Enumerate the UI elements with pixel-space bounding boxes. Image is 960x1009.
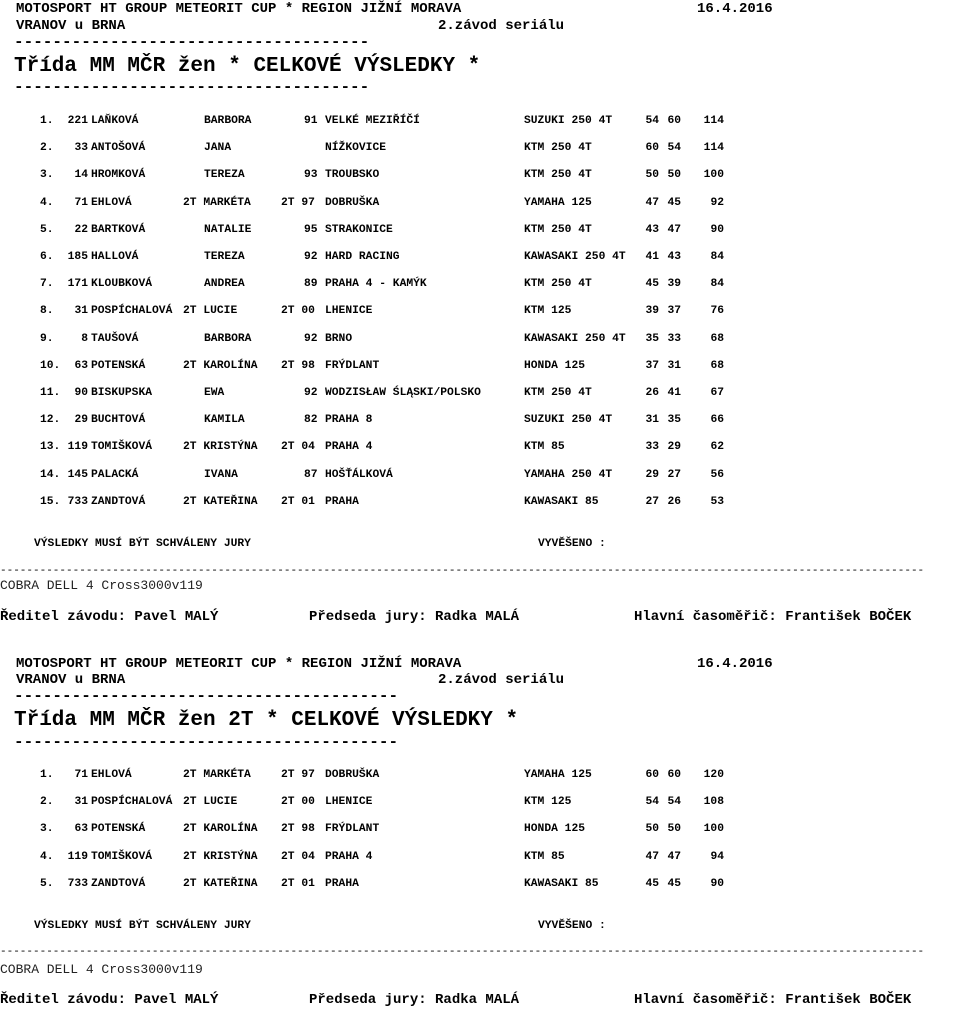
- cell-year: 2T 00: [281, 305, 315, 318]
- cell-club: PRAHA: [325, 877, 359, 890]
- cell-year: 2T 97: [281, 196, 315, 209]
- cell-total: 114: [703, 142, 724, 155]
- cell-name: TEREZA: [204, 251, 245, 263]
- table-row: [0, 360, 960, 374]
- cell-surname: POTENSKÁ: [91, 359, 146, 372]
- cell-r1: 54: [645, 796, 659, 809]
- cell-year: 2T 04: [281, 441, 315, 454]
- cell-year: 2T 01: [281, 877, 315, 890]
- cell-surname: EHLOVÁ: [91, 196, 132, 209]
- cell-r1: 37: [645, 359, 659, 372]
- cell-total: 53: [710, 495, 724, 508]
- cell-club: HARD RACING: [325, 251, 400, 263]
- cell-club: NÍŽKOVICE: [325, 142, 387, 155]
- cell-bike: KTM 85: [524, 441, 565, 454]
- cell-num: 33: [74, 142, 88, 155]
- cell-bike: KAWASAKI 250 4T: [524, 332, 626, 345]
- cell-surname: TOMIŠKOVÁ: [91, 850, 153, 863]
- cell-name: 2T MARKÉTA: [183, 769, 251, 781]
- cell-num: 90: [74, 387, 88, 399]
- timing-system: COBRA DELL 4 Cross3000v119: [0, 578, 203, 593]
- cell-pos: 11.: [40, 387, 61, 399]
- cell-pos: 9.: [40, 332, 54, 345]
- cell-pos: 15.: [40, 495, 61, 508]
- cell-club: PRAHA 4 - KAMÝK: [325, 278, 427, 291]
- cell-num: 119: [67, 441, 88, 454]
- cell-pos: 8.: [40, 305, 54, 318]
- cell-total: 68: [710, 332, 724, 345]
- cell-surname: ZANDTOVÁ: [91, 495, 146, 508]
- cell-pos: 5.: [40, 877, 54, 890]
- cell-club: TROUBSKO: [325, 169, 380, 182]
- cell-num: 733: [67, 877, 88, 890]
- table-row: [0, 414, 960, 428]
- event-title: MOTOSPORT HT GROUP METEORIT CUP * REGION JIŽNÍ MORAVA: [16, 656, 462, 672]
- cell-pos: 5.: [40, 223, 54, 236]
- cell-r2: 43: [667, 251, 681, 263]
- event-round: 2.závod seriálu: [438, 672, 565, 688]
- cell-club: FRÝDLANT: [325, 359, 380, 372]
- cell-r1: 45: [645, 278, 659, 291]
- cell-name: IVANA: [204, 468, 238, 481]
- cell-r1: 60: [645, 769, 659, 781]
- cell-bike: KTM 250 4T: [524, 278, 592, 291]
- table-row: [0, 441, 960, 455]
- cell-num: 733: [67, 495, 88, 508]
- cell-pos: 1.: [40, 115, 54, 127]
- cell-year: 2T 04: [281, 850, 315, 863]
- cell-num: 63: [74, 823, 88, 836]
- table-row: [0, 769, 960, 783]
- cell-total: 84: [710, 251, 724, 263]
- cell-num: 145: [67, 468, 88, 481]
- cell-num: 29: [74, 414, 88, 427]
- cell-r2: 33: [667, 332, 681, 345]
- cell-name: BARBORA: [204, 115, 252, 127]
- table-row: [0, 469, 960, 483]
- chief-timekeeper: Hlavní časoměřič: František BOČEK: [634, 992, 912, 1008]
- cell-surname: POSPÍCHALOVÁ: [91, 796, 173, 809]
- cell-name: NATALIE: [204, 223, 252, 236]
- cell-club: BRNO: [325, 332, 353, 345]
- cell-surname: ANTOŠOVÁ: [91, 142, 146, 155]
- cell-bike: KTM 250 4T: [524, 169, 592, 182]
- class-title: Třída MM MČR žen * CELKOVÉ VÝSLEDKY *: [14, 55, 481, 78]
- cell-total: 76: [710, 305, 724, 318]
- cell-r1: 41: [645, 251, 659, 263]
- class-title: Třída MM MČR žen 2T * CELKOVÉ VÝSLEDKY *: [14, 709, 519, 732]
- cell-surname: POTENSKÁ: [91, 823, 146, 836]
- race-director: Ředitel závodu: Pavel MALÝ: [0, 609, 219, 625]
- cell-r2: 45: [667, 877, 681, 890]
- title-rule-top: ----------------------------------------: [14, 687, 399, 705]
- cell-r2: 31: [667, 359, 681, 372]
- cell-num: 22: [74, 223, 88, 236]
- cell-club: LHENICE: [325, 305, 373, 318]
- cell-r2: 27: [667, 468, 681, 481]
- cell-year: 91: [304, 115, 318, 127]
- cell-total: 100: [703, 823, 724, 836]
- cell-bike: YAMAHA 250 4T: [524, 468, 613, 481]
- jury-chair: Předseda jury: Radka MALÁ: [309, 609, 520, 625]
- cell-r1: 47: [645, 850, 659, 863]
- cell-total: 114: [703, 115, 724, 127]
- cell-num: 171: [67, 278, 88, 291]
- cell-r2: 54: [667, 796, 681, 809]
- cell-year: 92: [304, 387, 318, 399]
- chief-timekeeper: Hlavní časoměřič: František BOČEK: [634, 609, 912, 625]
- cell-r2: 37: [667, 305, 681, 318]
- cell-total: 90: [710, 877, 724, 890]
- table-row: [0, 278, 960, 292]
- cell-pos: 6.: [40, 251, 54, 263]
- cell-bike: SUZUKI 250 4T: [524, 414, 613, 427]
- cell-r1: 27: [645, 495, 659, 508]
- cell-name: 2T KATEŘINA: [183, 495, 258, 508]
- cell-club: PRAHA 4: [325, 441, 373, 454]
- cell-r2: 41: [667, 387, 681, 399]
- cell-r2: 35: [667, 414, 681, 427]
- cell-r2: 26: [667, 495, 681, 508]
- cell-year: 92: [304, 251, 318, 263]
- cell-club: DOBRUŠKA: [325, 196, 380, 209]
- cell-name: 2T LUCIE: [183, 305, 238, 318]
- cell-surname: KLOUBKOVÁ: [91, 278, 153, 291]
- table-row: [0, 251, 960, 265]
- jury-note: VÝSLEDKY MUSÍ BÝT SCHVÁLENY JURY: [34, 538, 251, 550]
- posted-label: VYVĚŠENO :: [538, 538, 606, 550]
- event-date: 16.4.2016: [697, 656, 773, 672]
- table-row: [0, 496, 960, 510]
- cell-r1: 39: [645, 305, 659, 318]
- cell-year: 2T 98: [281, 823, 315, 836]
- separator-line: --------------------------------------------------------------------------------------------------------------------------------------------: [0, 946, 925, 958]
- cell-name: KAMILA: [204, 414, 245, 427]
- cell-num: 8: [81, 332, 88, 345]
- cell-surname: HROMKOVÁ: [91, 169, 146, 182]
- table-row: [0, 878, 960, 892]
- cell-pos: 7.: [40, 278, 54, 291]
- cell-r1: 45: [645, 877, 659, 890]
- cell-year: 2T 97: [281, 769, 315, 781]
- cell-num: 71: [74, 769, 88, 781]
- cell-surname: PALACKÁ: [91, 468, 139, 481]
- cell-surname: HALLOVÁ: [91, 251, 139, 263]
- cell-r2: 54: [667, 142, 681, 155]
- table-row: [0, 224, 960, 238]
- cell-bike: HONDA 125: [524, 359, 586, 372]
- table-row: [0, 197, 960, 211]
- cell-r1: 54: [645, 115, 659, 127]
- cell-total: 94: [710, 850, 724, 863]
- cell-r2: 39: [667, 278, 681, 291]
- cell-year: 89: [304, 278, 318, 291]
- cell-club: STRAKONICE: [325, 223, 393, 236]
- cell-bike: YAMAHA 125: [524, 196, 592, 209]
- cell-r1: 31: [645, 414, 659, 427]
- cell-surname: TAUŠOVÁ: [91, 332, 139, 345]
- cell-bike: KAWASAKI 250 4T: [524, 251, 626, 263]
- cell-num: 31: [74, 796, 88, 809]
- event-venue: VRANOV u BRNA: [16, 672, 126, 688]
- cell-pos: 13.: [40, 441, 61, 454]
- cell-name: JANA: [204, 142, 232, 155]
- cell-pos: 3.: [40, 169, 54, 182]
- title-rule-top: -------------------------------------: [14, 33, 370, 51]
- cell-num: 71: [74, 196, 88, 209]
- cell-r1: 33: [645, 441, 659, 454]
- cell-surname: EHLOVÁ: [91, 769, 132, 781]
- table-row: [0, 115, 960, 129]
- cell-total: 90: [710, 223, 724, 236]
- cell-bike: KTM 125: [524, 796, 572, 809]
- cell-surname: POSPÍCHALOVÁ: [91, 305, 173, 318]
- cell-r1: 29: [645, 468, 659, 481]
- cell-club: PRAHA 4: [325, 850, 373, 863]
- cell-total: 84: [710, 278, 724, 291]
- cell-surname: ZANDTOVÁ: [91, 877, 146, 890]
- cell-bike: KTM 85: [524, 850, 565, 863]
- cell-r1: 26: [645, 387, 659, 399]
- cell-r1: 47: [645, 196, 659, 209]
- cell-club: VELKÉ MEZIŘÍČÍ: [325, 115, 420, 127]
- posted-label: VYVĚŠENO :: [538, 920, 606, 932]
- cell-pos: 12.: [40, 414, 61, 427]
- cell-name: 2T KRISTÝNA: [183, 441, 258, 454]
- cell-num: 221: [67, 115, 88, 127]
- cell-r1: 50: [645, 169, 659, 182]
- event-date: 16.4.2016: [697, 1, 773, 17]
- table-row: [0, 387, 960, 401]
- cell-name: 2T KRISTÝNA: [183, 850, 258, 863]
- cell-bike: KTM 250 4T: [524, 223, 592, 236]
- cell-surname: BISKUPSKA: [91, 387, 153, 399]
- cell-surname: LAŇKOVÁ: [91, 115, 139, 127]
- table-row: [0, 851, 960, 865]
- table-row: [0, 333, 960, 347]
- cell-total: 67: [710, 387, 724, 399]
- jury-chair: Předseda jury: Radka MALÁ: [309, 992, 520, 1008]
- cell-year: 82: [304, 414, 318, 427]
- cell-year: 2T 00: [281, 796, 315, 809]
- cell-r2: 29: [667, 441, 681, 454]
- cell-pos: 2.: [40, 142, 54, 155]
- cell-total: 66: [710, 414, 724, 427]
- cell-total: 120: [703, 769, 724, 781]
- cell-bike: SUZUKI 250 4T: [524, 115, 613, 127]
- cell-bike: KTM 125: [524, 305, 572, 318]
- cell-bike: YAMAHA 125: [524, 769, 592, 781]
- cell-pos: 14.: [40, 468, 61, 481]
- cell-year: 92: [304, 332, 318, 345]
- cell-pos: 4.: [40, 196, 54, 209]
- cell-pos: 3.: [40, 823, 54, 836]
- cell-name: 2T KATEŘINA: [183, 877, 258, 890]
- cell-num: 31: [74, 305, 88, 318]
- cell-r2: 50: [667, 823, 681, 836]
- cell-club: WODZISŁAW ŚLĄSKI/POLSKO: [325, 387, 481, 399]
- table-row: [0, 142, 960, 156]
- cell-pos: 1.: [40, 769, 54, 781]
- cell-name: 2T LUCIE: [183, 796, 238, 809]
- cell-num: 185: [67, 251, 88, 263]
- separator-line: --------------------------------------------------------------------------------------------------------------------------------------------: [0, 565, 925, 577]
- cell-bike: KTM 250 4T: [524, 142, 592, 155]
- cell-pos: 4.: [40, 850, 54, 863]
- cell-bike: KTM 250 4T: [524, 387, 592, 399]
- cell-total: 68: [710, 359, 724, 372]
- cell-r2: 47: [667, 850, 681, 863]
- cell-name: BARBORA: [204, 332, 252, 345]
- cell-r2: 45: [667, 196, 681, 209]
- cell-club: HOŠŤÁLKOVÁ: [325, 468, 393, 481]
- event-title: MOTOSPORT HT GROUP METEORIT CUP * REGION JIŽNÍ MORAVA: [16, 1, 462, 17]
- cell-num: 119: [67, 850, 88, 863]
- cell-surname: TOMIŠKOVÁ: [91, 441, 153, 454]
- cell-year: 93: [304, 169, 318, 182]
- cell-total: 56: [710, 468, 724, 481]
- cell-pos: 2.: [40, 796, 54, 809]
- title-rule-bottom: -------------------------------------: [14, 78, 370, 96]
- cell-name: EWA: [204, 387, 225, 399]
- cell-total: 92: [710, 196, 724, 209]
- cell-year: 95: [304, 223, 318, 236]
- cell-bike: HONDA 125: [524, 823, 586, 836]
- cell-r2: 47: [667, 223, 681, 236]
- title-rule-bottom: ----------------------------------------: [14, 733, 399, 751]
- cell-year: 87: [304, 468, 318, 481]
- cell-club: PRAHA: [325, 495, 359, 508]
- table-row: [0, 169, 960, 183]
- cell-club: LHENICE: [325, 796, 373, 809]
- event-round: 2.závod seriálu: [438, 18, 565, 34]
- cell-num: 63: [74, 359, 88, 372]
- cell-name: 2T MARKÉTA: [183, 196, 251, 209]
- table-row: [0, 823, 960, 837]
- cell-surname: BUCHTOVÁ: [91, 414, 146, 427]
- table-row: [0, 305, 960, 319]
- cell-name: 2T KAROLÍNA: [183, 823, 258, 836]
- cell-total: 100: [703, 169, 724, 182]
- cell-name: ANDREA: [204, 278, 245, 291]
- cell-total: 108: [703, 796, 724, 809]
- timing-system: COBRA DELL 4 Cross3000v119: [0, 962, 203, 977]
- race-director: Ředitel závodu: Pavel MALÝ: [0, 992, 219, 1008]
- cell-bike: KAWASAKI 85: [524, 877, 599, 890]
- cell-total: 62: [710, 441, 724, 454]
- cell-r2: 60: [667, 769, 681, 781]
- table-row: [0, 796, 960, 810]
- cell-year: 2T 01: [281, 495, 315, 508]
- cell-r1: 60: [645, 142, 659, 155]
- cell-club: PRAHA 8: [325, 414, 373, 427]
- event-venue: VRANOV u BRNA: [16, 18, 126, 34]
- cell-num: 14: [74, 169, 88, 182]
- cell-r1: 50: [645, 823, 659, 836]
- cell-club: FRÝDLANT: [325, 823, 380, 836]
- cell-name: 2T KAROLÍNA: [183, 359, 258, 372]
- cell-r2: 60: [667, 115, 681, 127]
- cell-year: 2T 98: [281, 359, 315, 372]
- jury-note: VÝSLEDKY MUSÍ BÝT SCHVÁLENY JURY: [34, 920, 251, 932]
- cell-name: TEREZA: [204, 169, 245, 182]
- cell-bike: KAWASAKI 85: [524, 495, 599, 508]
- cell-club: DOBRUŠKA: [325, 769, 380, 781]
- cell-r1: 43: [645, 223, 659, 236]
- cell-surname: BARTKOVÁ: [91, 223, 146, 236]
- cell-r1: 35: [645, 332, 659, 345]
- cell-pos: 10.: [40, 359, 61, 372]
- cell-r2: 50: [667, 169, 681, 182]
